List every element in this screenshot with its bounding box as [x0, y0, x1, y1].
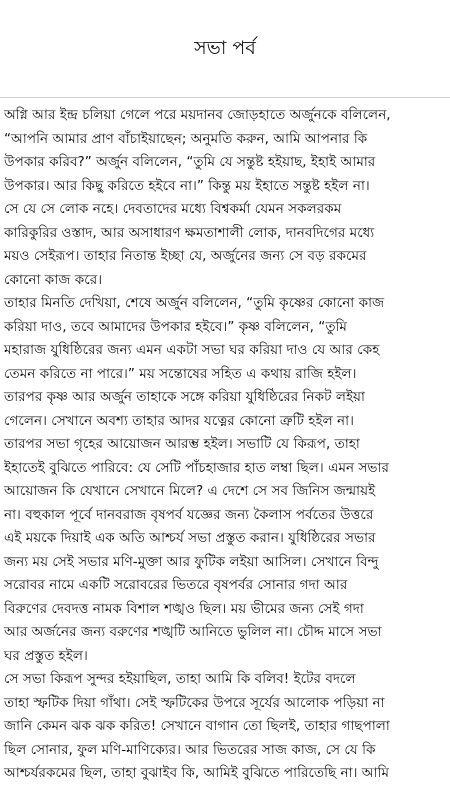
text-line: উপকার। আর কিছু করিতে হইবে না।” কিন্তু ময় ইহাতে সন্তুষ্ট হইল না।	[4, 177, 370, 194]
text-line: এই ময়কে দিয়াই এক অতি আশ্চর্য সভা প্রস্তুত করান। যুধিষ্ঠিরের সভার	[4, 530, 376, 546]
text-line: জানি কেমন ঝক ঝক করিত! সেখানে বাগান তো ছিলই, তাহার গাছপালা	[4, 718, 390, 734]
text-line: কোনো কাজ করে।	[4, 271, 103, 288]
text-line: জন্য ময় সেই সভার মণি-মুক্তা আর ফুটিক লইয়া আসিল। সেখানে বিন্দু	[4, 553, 379, 570]
text-line: গেলেন। সেখানে অবশ্য তাহার আদর যত্নের কোনো ত্রুটি হইল না।	[4, 412, 354, 429]
document-body	[4, 104, 446, 786]
text-line: ময়ও সেইরূপ। তাহার নিতান্ত ইচ্ছা যে, অর্জুনের জন্য সে বড় রকমের	[4, 248, 367, 264]
text-line: তারপর কৃষ্ণ আর অর্জুন তাহাকে সঙ্গে করিয়া যুধিষ্ঠিরের নিকট লইয়া	[4, 389, 365, 405]
text-line: “আপনি আমার প্রাণ বাঁচাইয়াছেন; অনুমতি করুন, আমি আপনার কি	[4, 130, 368, 147]
text-line: আর অর্জনের জন্য বরুণের শঙ্খটি আনিতে ভুলিল না। চৌদ্দ মাসে সভা	[4, 624, 382, 640]
paragraph	[4, 104, 446, 292]
text-line: তেমন করিতে না পারে।” ময় সন্তোষের সহিত এ কথায় রাজি হইল।	[4, 365, 357, 382]
text-line: করিয়া দাও, তবে আমাদের উপকার হইবে।” কৃষ্ণ বলিলেন, “তুমি	[4, 318, 347, 335]
text-line: আয়োজন কি যেখানে সেখানে মিলে? এ দেশে সে সব জিনিস জন্মায়ই	[4, 483, 376, 499]
text-line: মহারাজ যুধিষ্ঠিরের জন্য এমন একটা সভা ঘর করিয়া দাও যে আর কেহ	[4, 342, 380, 358]
text-line: না। বহুকাল পূর্বে দানবরাজ বৃষপর্ব যজ্ঞের জন্য কৈলাস পর্বতের উত্তরে	[4, 506, 374, 523]
text-line: ঘর প্রস্তুত হইল।	[4, 647, 88, 664]
text-line: সে যে সে লোক নহে। দেবতাদের মধ্যে বিশ্বকর্মা যেমন সকলরকম	[4, 201, 342, 217]
text-line: তাহার মিনতি দেখিয়া, শেষে অর্জুন বলিলেন, “তুমি কৃষ্ণের কোনো কাজ	[4, 295, 385, 311]
title-divider	[0, 97, 450, 98]
text-line: তাহা স্ফটিক দিয়া গাঁথা। সেই স্ফটিকের উপরে সূর্যের আলোক পড়িয়া না	[4, 694, 385, 711]
text-line: ছিল সোনার, ফুল মণি-মাণিক্যের। আর ভিতরের সাজ কাজ, সে যে কি	[4, 741, 376, 758]
paragraph	[4, 668, 446, 786]
text-line: তারপর সভা গৃহের আয়োজন আরম্ভ হইল। সভাটি যে কিরূপ, তাহা	[4, 436, 360, 452]
text-line: বিরুণের দেবদত্ত নামক বিশাল শঙ্খও ছিল। ময় ভীমের জন্য সেই গদা	[4, 600, 364, 617]
chapter-title: সভা পর্ব	[194, 37, 256, 59]
text-line: উপকার করিব?” অর্জুন বলিলেন, “তুমি যে সন্তুষ্ট হইয়াছ, ইহাই আমার	[4, 154, 376, 170]
text-line: সে সভা কিরূপ সুন্দর হইয়াছিল, তাহা আমি কি বলিব! ইটের বদলে	[4, 671, 356, 687]
text-line: অগ্নি আর ইন্দ্র চলিয়া গেলে পরে ময়দানব জোড়হাতে অর্জুনকে বলিলেন,	[4, 107, 391, 123]
paragraph	[4, 292, 446, 668]
text-line: কারিকুরির ওস্তাদ, আর অসাধারণ ক্ষমতাশালী লোক, দানবদিগের মধ্যে	[4, 224, 375, 241]
text-line: আশ্চর্যরকমের ছিল, তাহা বুঝাইব কি, আমিই বুঝিতে পারিতেছি না। আমি	[4, 765, 390, 781]
text-line: ইহাতেই বুঝিতে পারিবে: যে সেটি পাঁচহাজার হাত লম্বা ছিল। এমন সভার	[4, 459, 389, 476]
text-line: সরোবর নামে একটি সরোবরের ভিতরে বৃষপর্বর সোনার গদা আর	[4, 577, 348, 593]
